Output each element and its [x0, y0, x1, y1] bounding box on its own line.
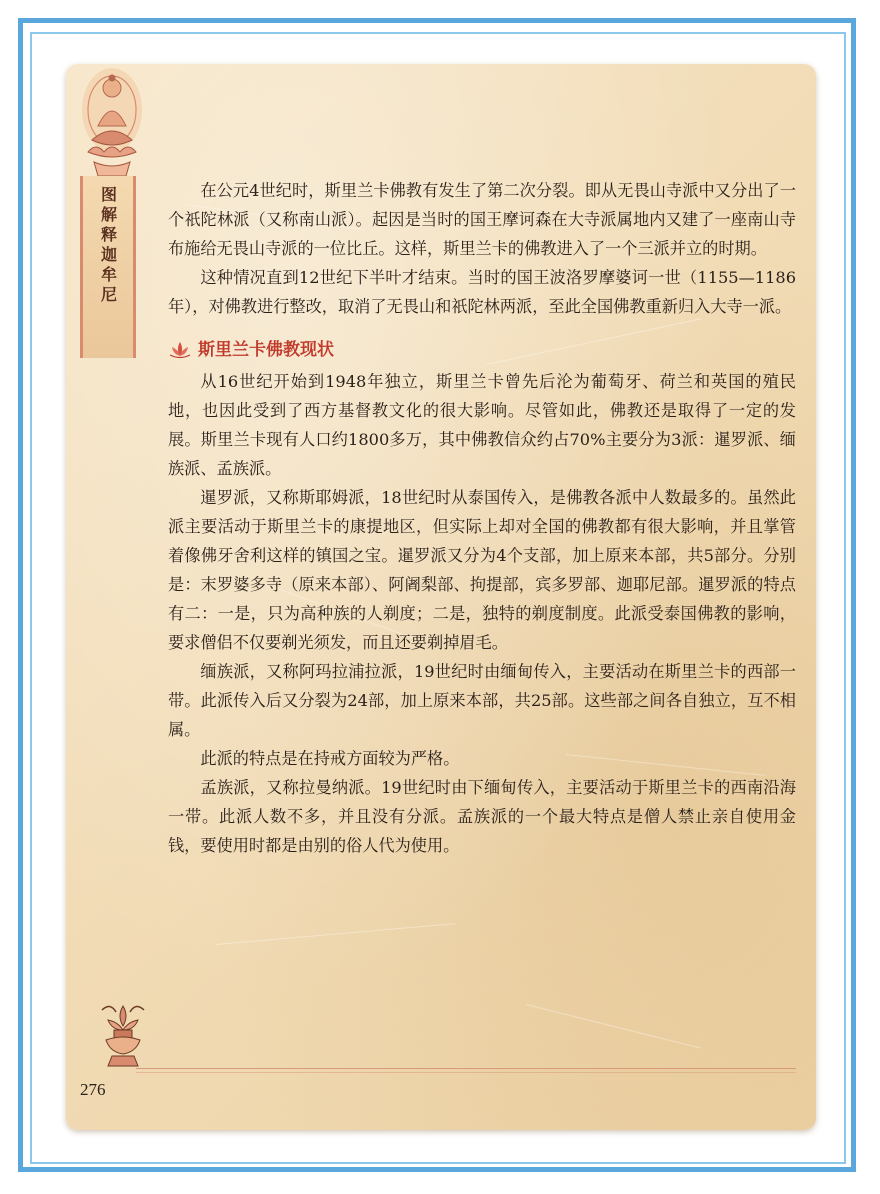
side-label-text: 图解释迦牟尼	[98, 186, 118, 306]
page-number: 276	[80, 1080, 106, 1099]
paper-fiber	[526, 1004, 701, 1049]
paragraph: 此派的特点是在持戒方面较为严格。	[200, 749, 460, 768]
buddha-figure-icon	[76, 66, 148, 186]
lotus-vase-icon	[96, 1000, 150, 1070]
paragraph: 这种情况直到12世纪下半叶才结束。当时的国王波洛罗摩婆诃一世（1155—1186年），对佛教进行整改，取消了无畏山和祇陀林两派，至此全国佛教重新归入大寺一派。	[168, 268, 796, 316]
paragraph: 从16世纪开始到1948年独立，斯里兰卡曾先后沦为葡萄牙、荷兰和英国的殖民地，也因此受到了西方基督教文化的很大影响。尽管如此，佛教还是取得了一定的发展。斯里兰卡现有人口约1800多万，其中佛教信众约占70%主要分为3派：暹罗派、缅族派、孟族派。	[168, 372, 796, 478]
paragraph: 暹罗派，又称斯耶姆派，18世纪时从泰国传入，是佛教各派中人数最多的。虽然此派主要活动于斯里兰卡的康提地区，但实际上却对全国的佛教都有很大影响，并且掌管着像佛牙舍利这样的镇国之宝。暹罗派又分为4个支部，加上原来本部，共5部分。分别是：末罗婆多寺（原来本部）、阿阇梨部、拘提部，宾多罗部、迦耶尼部。暹罗派的特点有二：一是，只为高种族的人剃度；二是，独特的剃度制度。此派受泰国佛教的影响，要求僧侣不仅要剃光须发，而且还要剃掉眉毛。	[168, 488, 796, 652]
lotus-icon	[168, 340, 192, 360]
paragraph: 在公元4世纪时，斯里兰卡佛教有发生了第二次分裂。即从无畏山寺派中又分出了一个祇陀林派（又称南山派）。起因是当时的国王摩诃森在大寺派属地内又建了一座南山寺布施给无畏山寺派的一位比丘。这样，斯里兰卡的佛教进入了一个三派并立的时期。	[168, 181, 796, 258]
section-heading-text: 斯里兰卡佛教现状	[198, 339, 334, 360]
chapter-side-label	[80, 176, 136, 358]
paper-fiber	[216, 923, 455, 945]
footer-rule	[136, 1068, 796, 1069]
main-text	[168, 176, 796, 860]
paragraph: 缅族派，又称阿玛拉浦拉派，19世纪时由缅甸传入，主要活动在斯里兰卡的西部一带。此派传入后又分裂为24部，加上原来本部，共25部。这些部之间各自独立，互不相属。	[168, 662, 796, 739]
book-page	[66, 64, 816, 1130]
paragraph: 孟族派，又称拉曼纳派。19世纪时由下缅甸传入，主要活动于斯里兰卡的西南沿海一带。此派人数不多，并且没有分派。孟族派的一个最大特点是僧人禁止亲自使用金钱，要使用时都是由别的俗人代为使用。	[168, 778, 796, 855]
section-heading	[168, 335, 796, 365]
footer-rule	[136, 1072, 796, 1073]
